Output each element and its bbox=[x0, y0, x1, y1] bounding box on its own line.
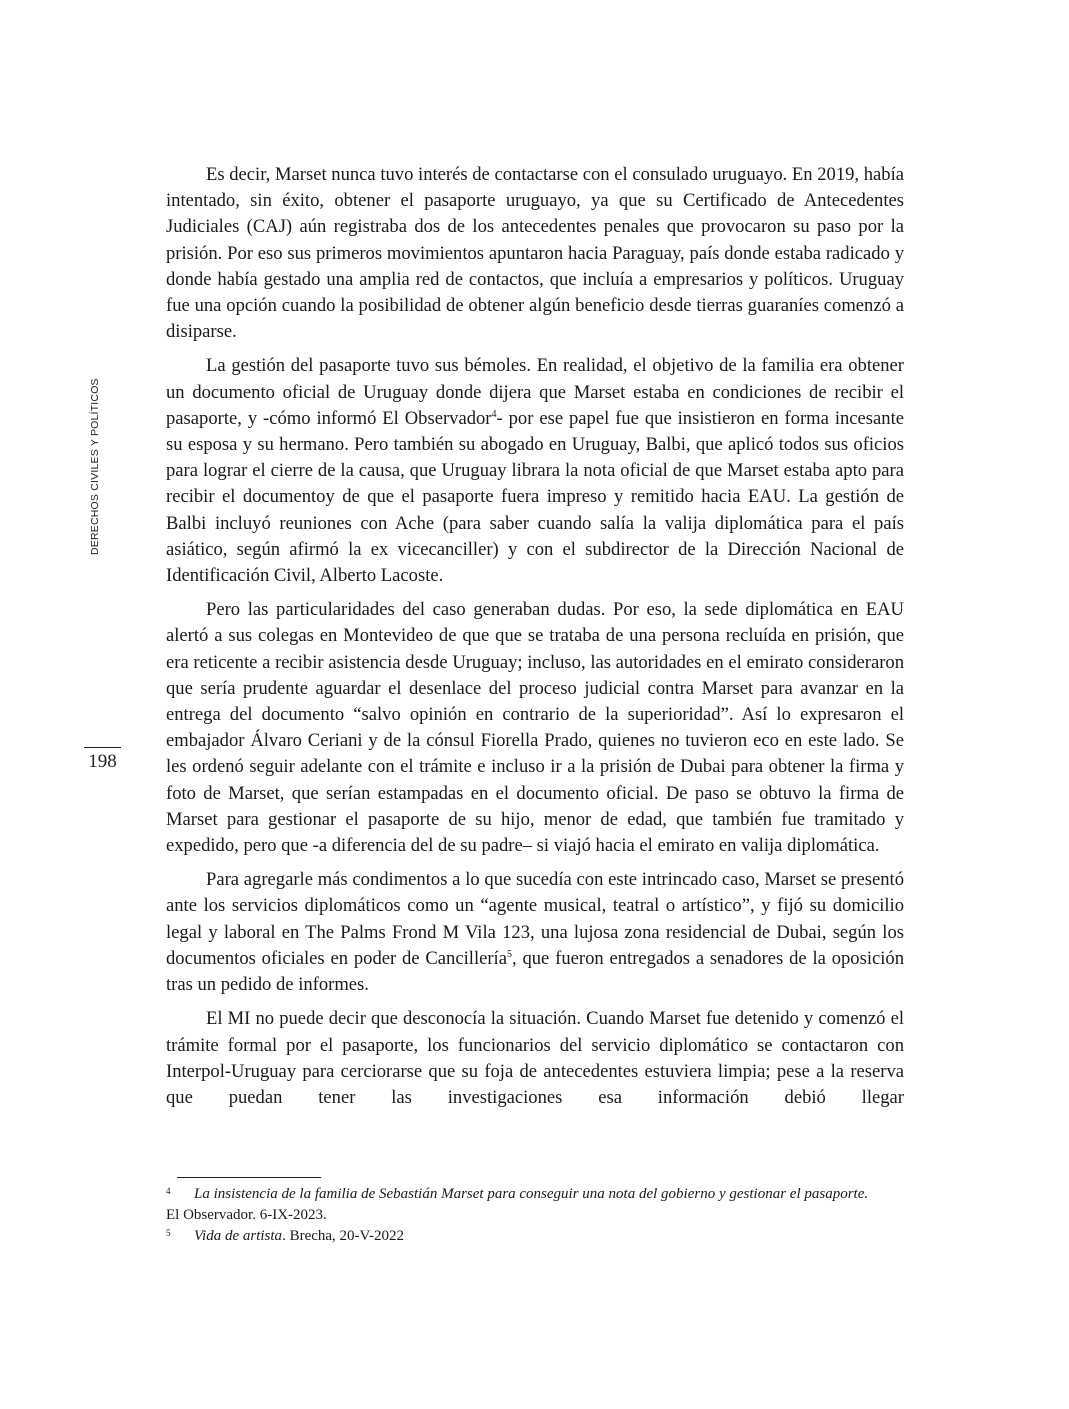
paragraph-2-text-a: La gestión del pasaporte tuvo sus bémoles. En realidad, el objetivo de la familia era obtener un documento oficial de Uruguay donde dijera que Marset estaba en condiciones de recibir el pasaporte, y -cómo informó El Observador bbox=[166, 355, 904, 429]
footnote-source: . Brecha, 20-V-2022 bbox=[282, 1228, 404, 1244]
paragraph-4-text-b: , que fueron entregados a senadores de la oposición tras un pedido de informes. bbox=[166, 947, 905, 996]
footnote-4 bbox=[166, 1184, 904, 1226]
page-number: 198 bbox=[88, 751, 117, 772]
paragraph-2 bbox=[166, 353, 904, 589]
paragraph-4 bbox=[166, 867, 904, 998]
paragraph-1: Es decir, Marset nunca tuvo interés de contactarse con el consulado uruguayo. En 2019, había intentado, sin éxito, obtener el pasaporte uruguayo, ya que su Certificado de Antecedentes Judiciales (CAJ) aún registraba dos de los antecedentes penales que provocaron su paso por la prisión. Por eso sus primeros movimientos apuntaron hacia Paraguay, país donde estaba radicado y donde había gestado una amplia red de contactos, que incluía a empresarios y políticos. Uruguay fue una opción cuando la posibilidad de obtener algún beneficio desde tierras guaraníes comenzó a disiparse. bbox=[166, 164, 904, 343]
paragraph-2-text-b: - por ese papel fue que insistieron en forma incesante su esposa y su hermano. Pero también su abogado en Uruguay, Balbi, que aplicó todos sus oficios para lograr el cierre de la causa, que Uruguay librara la nota oficial de que Marset estaba apto para recibir el documentoy de que el pasaporte fuera impreso y remitido hacia EAU. La gestión de Balbi incluyó reuniones con Ache (para saber cuando salía la valija diplomática para el país asiático, según afirmó la ex vicecanciller) y con el subdirector de la Dirección Nacional de Identificación Civil, Alberto Lacoste. bbox=[166, 407, 904, 587]
body-text bbox=[166, 162, 904, 1119]
paragraph-4-text-a: Para agregarle más condimentos a lo que sucedía con este intrincado caso, Marset se presentó ante los servicios diplomáticos como un “agente musical, teatral o artístico”, y fijó su domicilio legal y laboral en The Palms Frond M Vila 123, una lujosa zona residencial de Dubai, según los documentos oficiales en poder de Cancillería bbox=[166, 869, 904, 969]
page-number-rule bbox=[84, 747, 121, 748]
footnote-source: El Observador. 6-IX-2023. bbox=[166, 1207, 327, 1223]
paragraph-5: El MI no puede decir que desconocía la situación. Cuando Marset fue detenido y comenzó el trámite formal por el pasaporte, los funcionarios del servicio diplomático se contactaron con Interpol-Uruguay para cerciorarse que su foja de antecedentes estuviera limpia; pese a la reserva que puedan tener las investigaciones esa información debió llegar bbox=[166, 1008, 904, 1108]
footnotes bbox=[166, 1184, 904, 1247]
footnote-separator bbox=[177, 1177, 321, 1178]
running-header: DERECHOS CIVILES Y POLÍTICOS bbox=[89, 378, 101, 556]
footnote-number: 5 bbox=[166, 1228, 171, 1238]
footnote-number: 4 bbox=[166, 1186, 171, 1196]
footnote-5 bbox=[166, 1226, 904, 1247]
paragraph-3: Pero las particularidades del caso generaban dudas. Por eso, la sede diplomática en EAU alertó a sus colegas en Montevideo de que que se trataba de una persona recluída en prisión, que era reticente a recibir asistencia desde Uruguay; incluso, las autoridades en el emirato consideraron que sería prudente aguardar el desenlace del proceso judicial contra Marset para avanzar en la entrega del documento “salvo opinión en contrario de la superioridad”. Así lo expresaron el embajador Álvaro Ceriani y de la cónsul Fiorella Prado, quienes no tuvieron eco en este lado. Se les ordenó seguir adelante con el trámite e incluso ir a la prisión de Dubai para obtener la firma y foto de Marset, que serían estampadas en el documento oficial. De paso se obtuvo la firma de Marset para gestionar el pasaporte de su hijo, menor de edad, que también fue tramitado y expedido, pero que -a diferencia del de su padre– si viajó hacia el emirato en valija diplomática. bbox=[166, 599, 904, 857]
footnote-title: Vida de artista bbox=[194, 1228, 283, 1244]
footnote-ref-4[interactable]: 4 bbox=[491, 408, 497, 420]
footnote-title: La insistencia de la familia de Sebastián Marset para conseguir una nota del gobierno y gestionar el pasaporte. bbox=[194, 1186, 869, 1202]
footnote-ref-5[interactable]: 5 bbox=[506, 948, 512, 960]
